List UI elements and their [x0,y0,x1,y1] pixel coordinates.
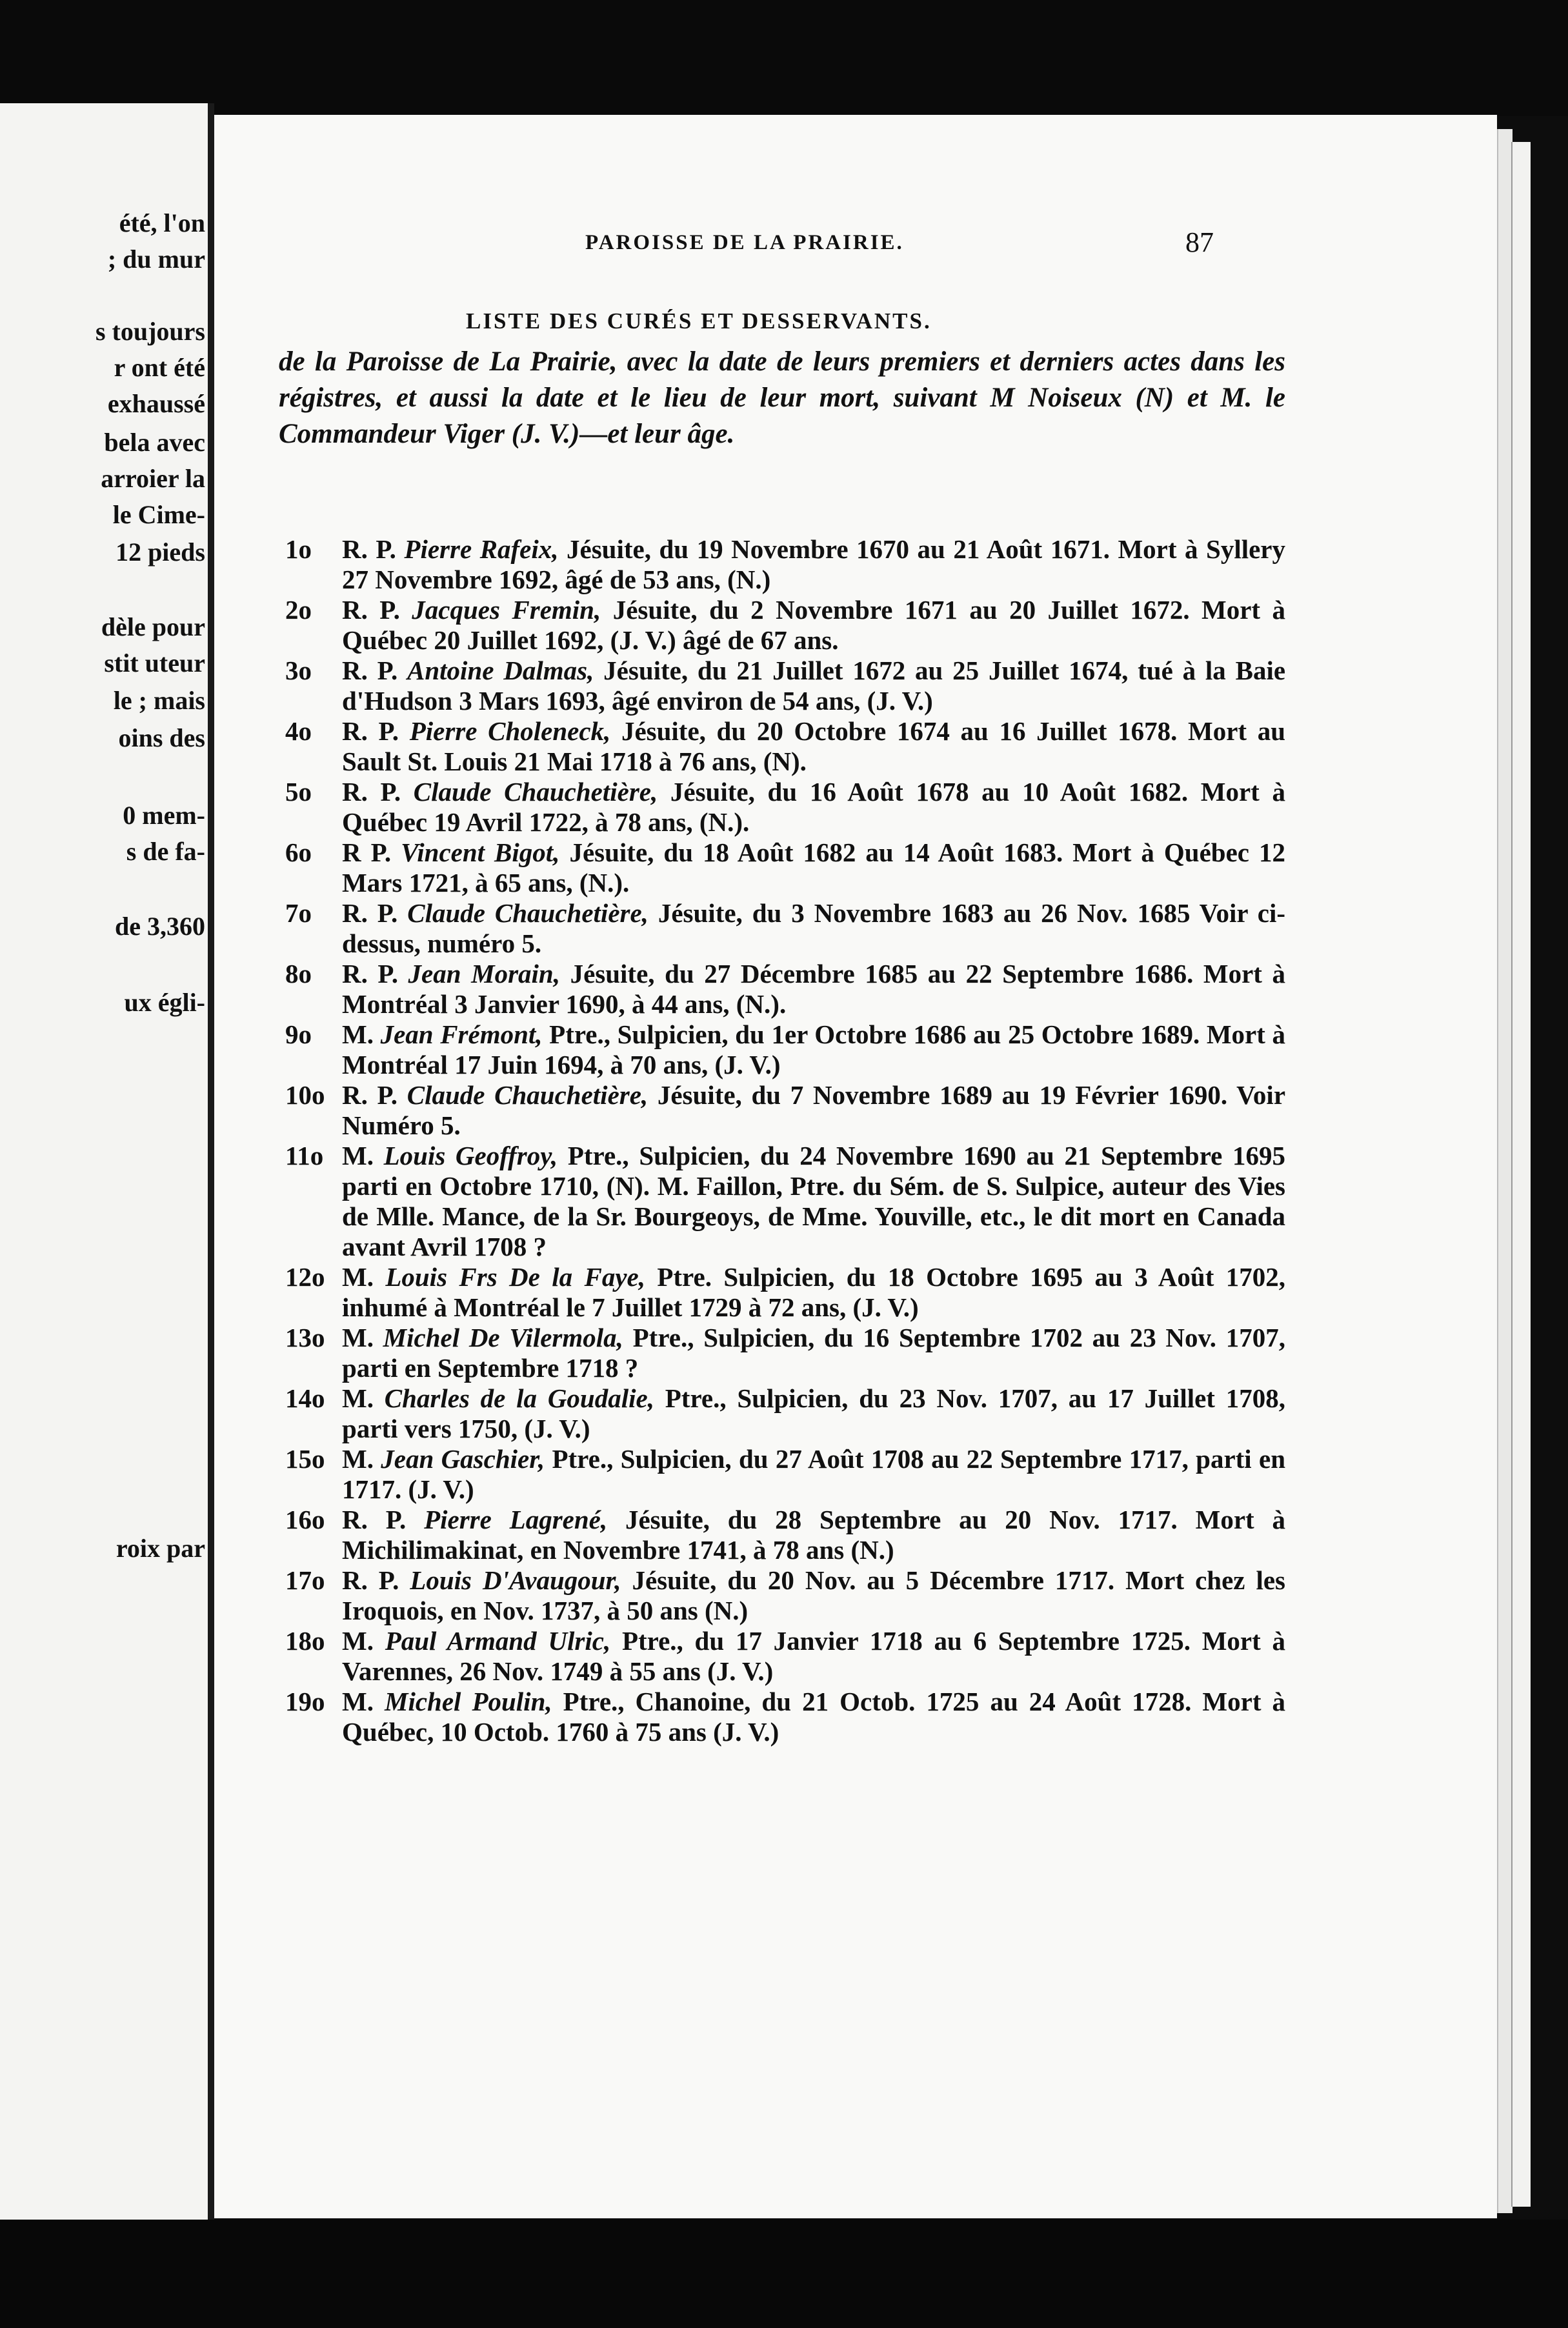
left-page-fragment: stit uteur [104,648,205,677]
entry-text: Jésuite, du 7 Novembre 1689 au 19 Février 1690. Voir Numéro 5. [342,1080,1286,1140]
entry-title: M. [342,1323,374,1352]
entry-number: 3o [285,656,312,685]
entry-number: 17o [285,1565,325,1595]
list-item [285,838,1285,898]
entry-title: R. P. [342,1565,399,1595]
entry-text: Ptre., Sulpicien, du 16 Septembre 1702 au 23 Nov. 1707, parti en Septembre 1718 ? [342,1323,1285,1383]
left-page-fragment: arroier la [101,464,205,493]
entry-name: Jean Frémont, [380,1019,543,1049]
entry-number: 8o [285,959,312,988]
entry-text: Jésuite, du 18 Août 1682 au 14 Août 1683. Mort à Québec 12 Mars 1721, à 65 ans, (N.). [342,838,1285,898]
left-page-fragment: dèle pour [101,612,205,641]
entry-name: Pierre Rafeix, [404,534,559,564]
intro-paragraph: de la Paroisse de La Prairie, avec la date de leurs premiers et derniers actes dans les régistres, et aussi la date et le lieu de leur mort, suivant M Noiseux (N) et M. le Commandeur Viger (J. V.)—et leur âge. [279,346,1285,449]
entry-title: R. P. [342,595,400,625]
list-item [285,1444,1285,1505]
entry-title: M. [342,1687,374,1716]
book-gutter [208,103,214,2233]
list-item [285,777,1285,838]
scan-background-bottom [0,2220,1568,2328]
entry-number: 19o [285,1687,325,1716]
entry-title: R. P. [342,1080,398,1110]
entry-text: Ptre., Chanoine, du 21 Octob. 1725 au 24 Août 1728. Mort à Québec, 10 Octob. 1760 à 75 ans (J. V.) [342,1687,1286,1747]
entry-text: Jésuite, du 19 Novembre 1670 au 21 Août 1671. Mort à Syllery 27 Novembre 1692, âgé de 53 ans, (N.) [342,534,1285,594]
entry-title: R. P. [342,656,398,685]
entry-title: R. P. [342,959,398,988]
entry-text: Jésuite, du 21 Juillet 1672 au 25 Juillet 1674, tué à la Baie d'Hudson 3 Mars 1693, âgé environ de 54 ans, (J. V.) [342,656,1286,716]
entry-title: M. [342,1626,374,1656]
left-page-fragment: exhaussé [107,389,205,418]
entry-title: R. P. [342,716,399,746]
list-item [285,959,1285,1019]
entry-text: Jésuite, du 16 Août 1678 au 10 Août 1682. Mort à Québec 19 Avril 1722, à 78 ans, (N.). [342,777,1285,837]
entry-number: 13o [285,1323,325,1352]
entry-number: 4o [285,716,312,746]
entry-title: M. [342,1019,374,1049]
list-item [285,1565,1285,1626]
entry-name: Claude Chauchetière, [407,898,648,928]
list-item [285,1383,1285,1444]
entry-number: 12o [285,1262,325,1292]
left-page-fragment: le Cime- [112,500,205,529]
entry-name: Michel Poulin, [384,1687,552,1716]
entry-name: Michel De Vilermola, [383,1323,623,1352]
list-item [285,898,1285,959]
entries-list [285,534,1285,1747]
entry-name: Paul Armand Ulric, [385,1626,611,1656]
entry-title: R. P. [342,777,401,807]
entry-text: Jésuite, du 20 Nov. au 5 Décembre 1717. Mort chez les Iroquois, en Nov. 1737, à 50 ans (N.) [342,1565,1285,1625]
list-item [285,1019,1285,1080]
entry-text: Ptre., Sulpicien, du 27 Août 1708 au 22 Septembre 1717, parti en 1717. (J. V.) [342,1444,1285,1504]
entry-number: 11o [285,1141,324,1170]
entry-number: 7o [285,898,312,928]
left-page-fragment: 12 pieds [116,537,205,567]
left-page-fragment: r ont été [114,353,205,382]
entry-name: Jean Morain, [408,959,560,988]
entry-title: M. [342,1262,374,1292]
entry-name: Claude Chauchetière, [413,777,658,807]
entry-text: Jésuite, du 27 Décembre 1685 au 22 Septembre 1686. Mort à Montréal 3 Janvier 1690, à 44 ans, (N.). [342,959,1286,1019]
entry-name: Louis Geoffroy, [383,1141,558,1170]
entry-text: Jésuite, du 2 Novembre 1671 au 20 Juillet 1672. Mort à Québec 20 Juillet 1692, (J. V.) âgé de 67 ans. [342,595,1286,655]
entry-title: M. [342,1383,374,1413]
entry-name: Pierre Choleneck, [409,716,611,746]
entry-number: 9o [285,1019,312,1049]
left-page-fragment: été, l'on [119,208,205,237]
entry-number: 16o [285,1505,325,1534]
list-item [285,1687,1285,1747]
entry-name: Louis Frs De la Faye, [385,1262,645,1292]
entry-number: 18o [285,1626,325,1656]
list-item [285,1323,1285,1383]
document-page [214,115,1497,2218]
left-page-fragment: le ; mais [113,686,205,715]
entry-text: Jésuite, du 20 Octobre 1674 au 16 Juillet 1678. Mort au Sault St. Louis 21 Mai 1718 à 76 ans, (N). [342,716,1285,776]
list-item [285,595,1285,656]
left-page-fragment: 0 mem- [123,801,205,830]
list-item [285,1626,1285,1687]
entry-name: Pierre Lagrené, [424,1505,608,1534]
page-number: 87 [1185,226,1214,258]
page-edge [1497,129,1513,2213]
left-page-fragment: de 3,360 [115,912,205,941]
entry-title: M. [342,1444,374,1474]
list-item [285,1080,1285,1141]
list-item [285,656,1285,716]
entry-title: R P. [342,838,392,867]
entry-text: Ptre., du 17 Janvier 1718 au 6 Septembre 1725. Mort à Varennes, 26 Nov. 1749 à 55 ans (J. V.) [342,1626,1286,1686]
entry-text: Jésuite, du 3 Novembre 1683 au 26 Nov. 1685 Voir ci-dessus, numéro 5. [342,898,1286,958]
entry-title: R. P. [342,898,398,928]
entry-text: Jésuite, du 28 Septembre au 20 Nov. 1717. Mort à Michilimakinat, en Novembre 1741, à 78 ans (N.) [342,1505,1286,1565]
entry-name: Louis D'Avaugour, [410,1565,621,1595]
left-page-fragment: s toujours [95,317,205,346]
entry-name: Vincent Bigot, [401,838,560,867]
list-item [285,716,1285,777]
entry-number: 15o [285,1444,325,1474]
entry-number: 2o [285,595,312,625]
entry-name: Jacques Fremin, [412,595,601,625]
list-item [285,1141,1285,1262]
entry-text: Ptre., Sulpicien, du 1er Octobre 1686 au 25 Octobre 1689. Mort à Montréal 17 Juin 1694, à 70 ans, (J. V.) [342,1019,1286,1079]
left-page-fragment: ; du mur [107,245,205,274]
left-page-fragment: s de fa- [126,837,205,866]
list-item [285,1262,1285,1323]
entry-title: R. P. [342,1505,407,1534]
running-head [214,115,1497,258]
page-edge-back [1511,142,1531,2207]
running-title: PAROISSE DE LA PRAIRIE. [585,231,904,254]
entry-name: Charles de la Goudalie, [384,1383,654,1413]
scan-background-top [0,0,1568,116]
left-page-fragment: roix par [116,1534,205,1563]
entry-number: 5o [285,777,312,807]
entry-number: 1o [285,534,312,564]
left-page-fragment: bela avec [104,428,205,457]
list-item [285,1505,1285,1565]
entry-number: 6o [285,838,312,867]
entry-name: Jean Gaschier, [381,1444,545,1474]
entry-title: R. P. [342,534,396,564]
entry-text: Ptre. Sulpicien, du 18 Octobre 1695 au 3 Août 1702, inhumé à Montréal le 7 Juillet 1729 à 72 ans, (J. V.) [342,1262,1285,1322]
entry-name: Claude Chauchetière, [407,1080,648,1110]
list-item [285,534,1285,595]
entry-name: Antoine Dalmas, [407,656,594,685]
section-heading: LISTE DES CURÉS ET DESSERVANTS. [466,308,932,334]
entry-number: 10o [285,1080,325,1110]
facing-page-left [0,103,208,2226]
entry-text: Ptre., Sulpicien, du 23 Nov. 1707, au 17 Juillet 1708, parti vers 1750, (J. V.) [342,1383,1285,1443]
entry-text: Ptre., Sulpicien, du 24 Novembre 1690 au 21 Septembre 1695 parti en Octobre 1710, (N). M. Faillon, Ptre. du Sém. de S. Sulpice, auteur des Vies de Mlle. Mance, de la Sr. Bourgeoys, de Mme. Youville, etc., le dit mort en Canada avant Avril 1708 ? [342,1141,1286,1261]
entry-title: M. [342,1141,374,1170]
left-page-fragment: oins des [118,723,205,752]
entry-number: 14o [285,1383,325,1413]
left-page-fragment: ux égli- [124,988,205,1017]
